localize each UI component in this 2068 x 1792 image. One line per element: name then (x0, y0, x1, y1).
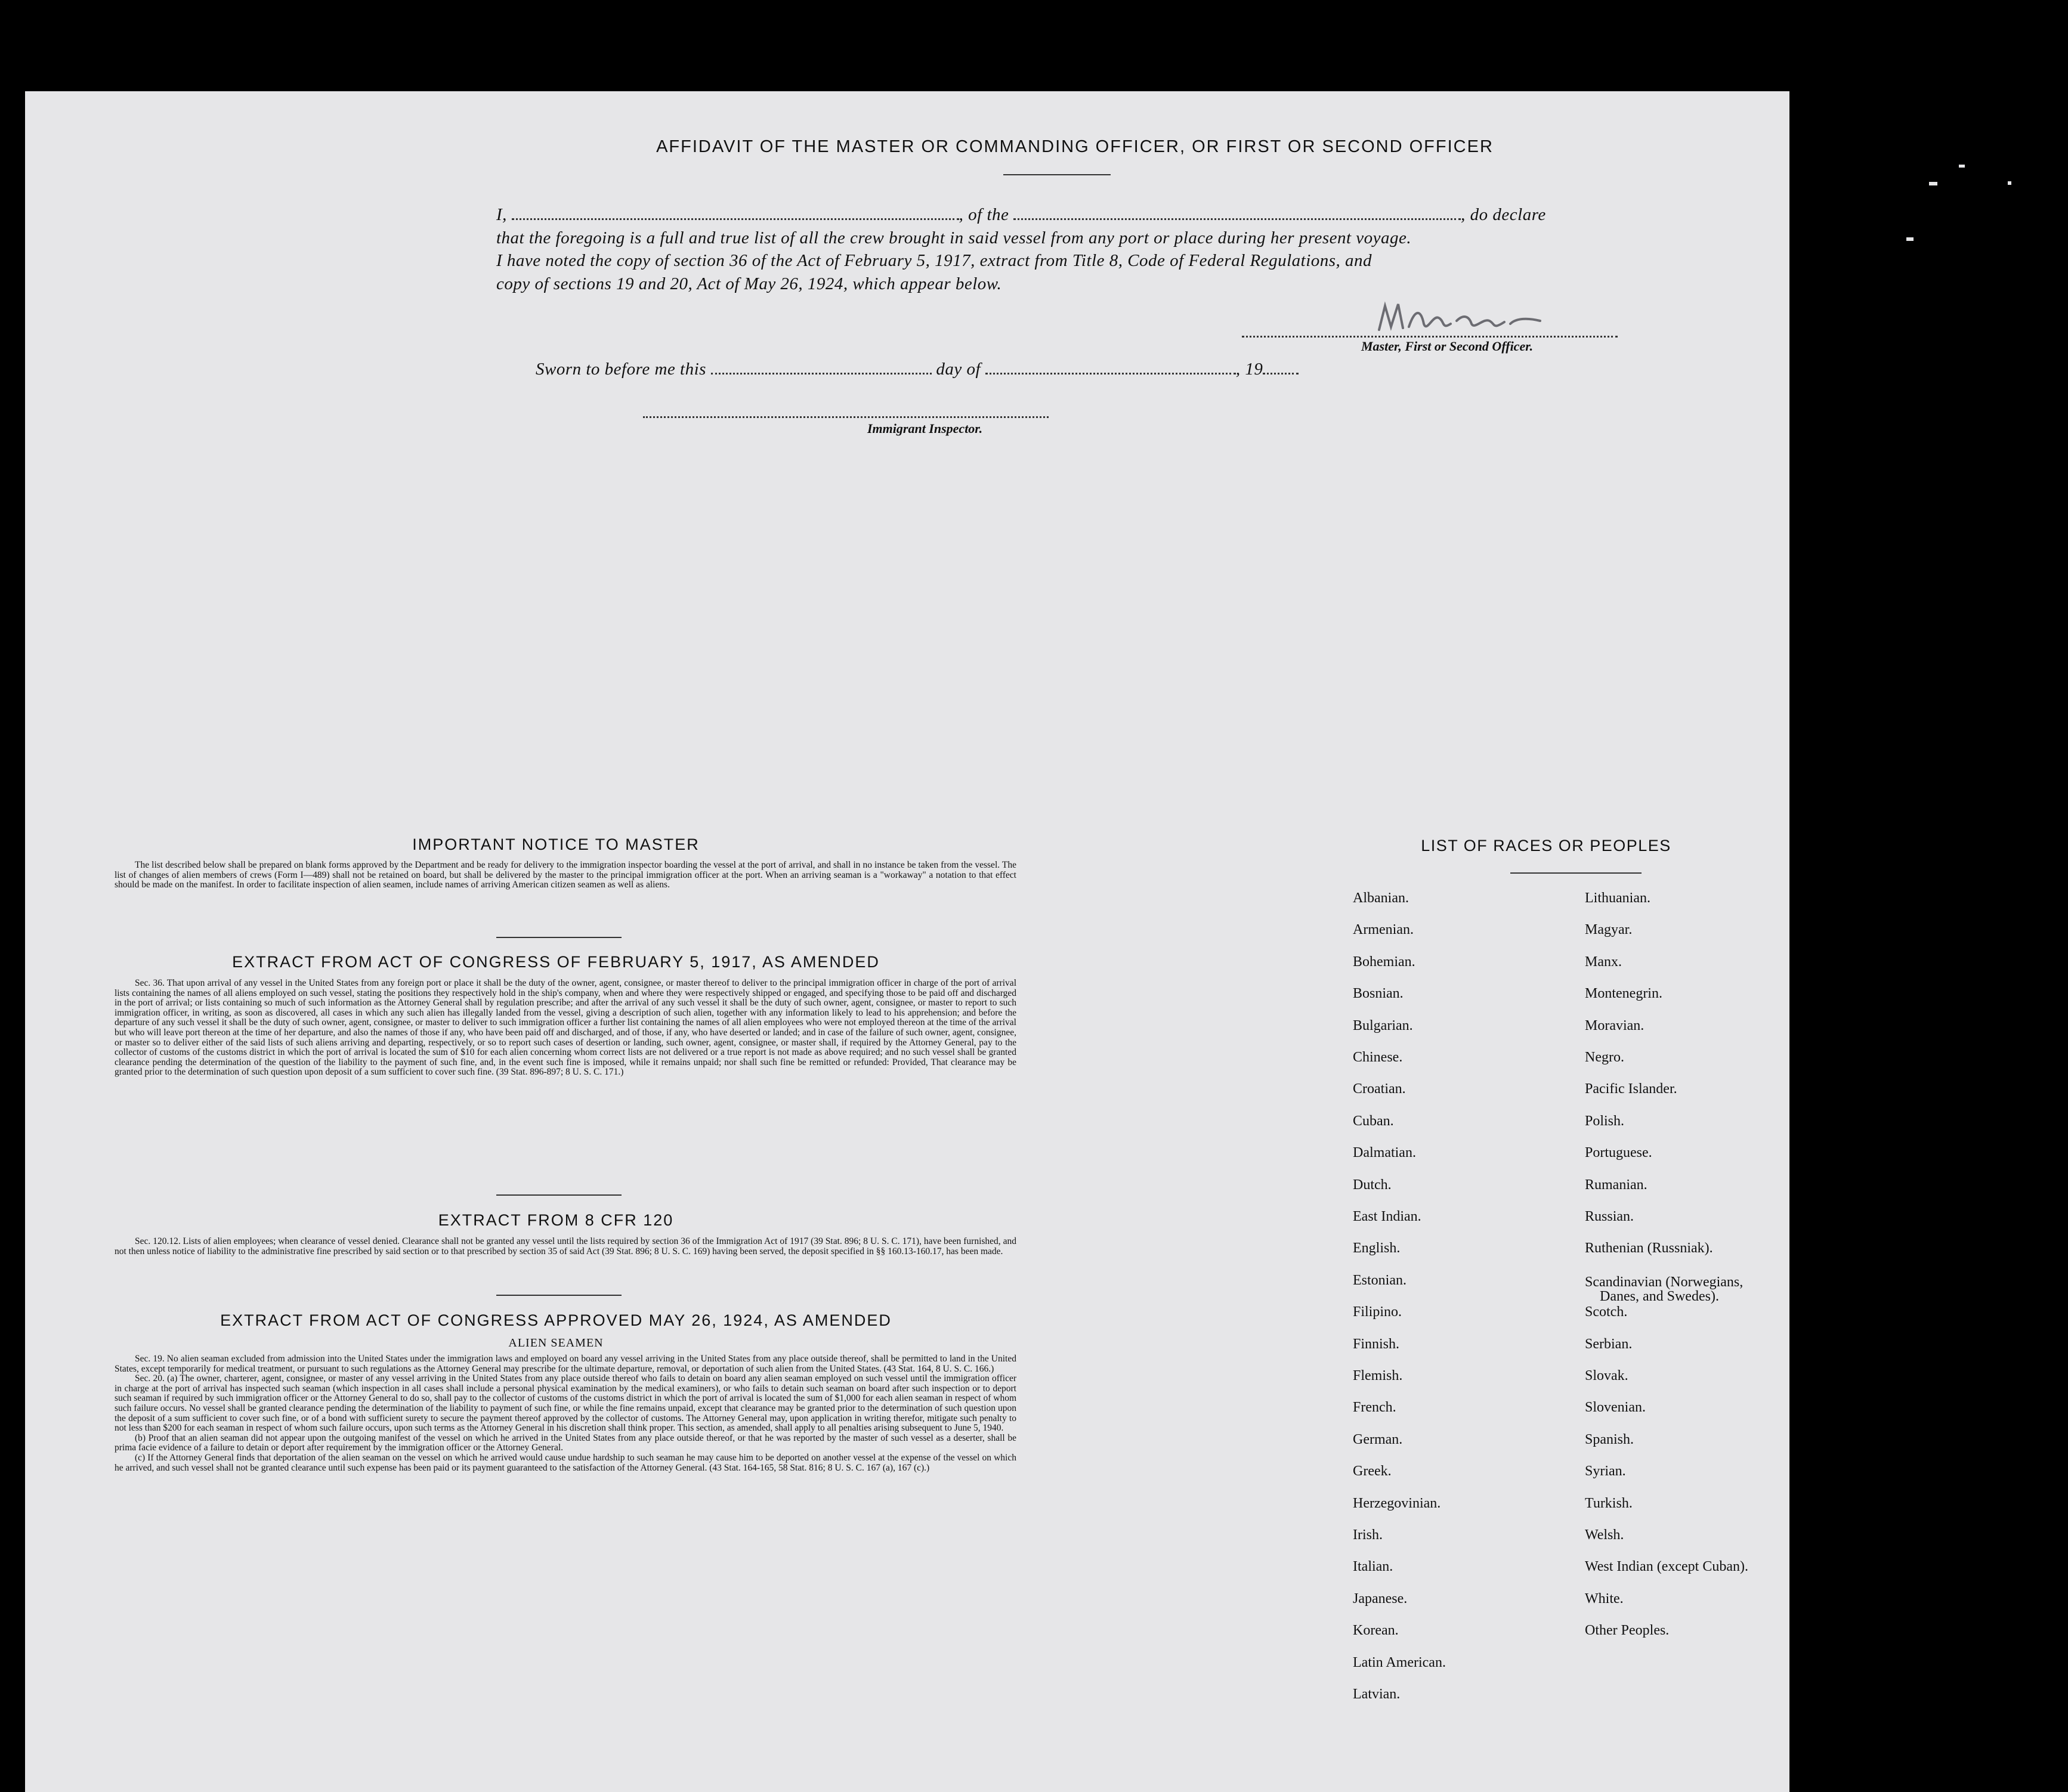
affidavit-line-1 (496, 205, 1546, 225)
divider-2 (496, 1194, 622, 1196)
race-item: Negro. (1585, 1050, 1624, 1065)
race-item: Pacific Islander. (1585, 1081, 1677, 1097)
sworn-month-blank[interactable] (985, 362, 1236, 375)
race-item: Serbian. (1585, 1336, 1633, 1352)
race-item: Dutch. (1353, 1177, 1392, 1193)
race-item: German. (1353, 1431, 1403, 1447)
sworn-day-blank[interactable] (711, 362, 932, 375)
race-item: Japanese. (1353, 1590, 1408, 1607)
binder-hole (1973, 1174, 2001, 1202)
speck (1929, 182, 1937, 185)
extract-1917-title: EXTRACT FROM ACT OF CONGRESS OF FEBRUARY 5, 1917, AS AMENDED (232, 953, 880, 971)
race-item: Flemish. (1353, 1368, 1403, 1384)
extract-cfr-body (115, 1237, 1016, 1256)
race-item: Croatian. (1353, 1081, 1406, 1097)
race-item: Polish. (1585, 1113, 1625, 1129)
race-item: Manx. (1585, 954, 1622, 970)
race-item: Spanish. (1585, 1431, 1634, 1447)
binder-hole (1979, 1649, 2007, 1678)
race-item: Italian. (1353, 1559, 1393, 1575)
extract-1924-title: EXTRACT FROM ACT OF CONGRESS APPROVED MAY 26, 1924, AS AMENDED (220, 1311, 892, 1329)
extract-1924-body (115, 1354, 1016, 1473)
binder-hole (1967, 373, 1996, 401)
sworn-label: Sworn to before me this (536, 360, 706, 379)
sec-36-paragraph: Sec. 36. That upon arrival of any vessel in the United States from any foreign port or place it shall be the duty of the owner, agent, consignee, or master thereof to deliver to the principal immigration officer in charge of the port of arrival lists containing the names of all aliens employed on such vessel, stating the positions they respectively hold in the ship's company, when and where they were respectively shipped or engaged, and specifying those to be paid off and discharged in the port of arrival; or lists containing so much of such information as the Attorney General shall by regulation prescribe; and after the arrival of any such vessel it shall be the duty of such owner, agent, consignee, or master to report to such immigration officer, in writing, as soon as discovered, all cases in which any such alien has illegally landed from the vessel, giving a description of such alien, together with any information likely to lead to his apprehension; and before the departure of any such vessel it shall be the duty of such owner, agent, consignee, or master to deliver to such immigration officer a further list containing the names of all alien employees who were not employed thereon at the time of the arrival but who will leave port thereon at the time of her departure, and also the names of those if any, who have been paid off and discharged, and of those, if any, who have deserted or landed; and in case of the failure of such owner, agent, consignee, or master so to deliver either of the said lists of such aliens arriving and departing, respectively, or so to report such cases of desertion or landing, such owner, agent, consignee, or master shall, if required by the Attorney General, pay to the collector of customs of the customs district in which the port of arrival is located the sum of $10 for each alien concerning whom correct lists are not delivered or a true report is not made as above required; and no such vessel shall be granted clearance pending the determination of the question of the liability to the payment of such fine, and, in the event such fine is imposed, while it remains unpaid; nor shall such fine be remitted or refunded: Provided, That clearance may be granted prior to the determination of such question upon deposit of a sum sufficient to cover such fine. (39 Stat. 896-897; 8 U. S. C. 171.) (115, 978, 1016, 1078)
race-item: Rumanian. (1585, 1177, 1647, 1193)
sworn-line (536, 360, 1299, 379)
binder-hole (1976, 1268, 2005, 1296)
race-item: Finnish. (1353, 1336, 1400, 1352)
race-item: Dalmatian. (1353, 1145, 1416, 1161)
affidavit-i-label: I, (496, 205, 507, 224)
sec-20c-paragraph: (c) If the Attorney General finds that deportation of the alien seaman on the vessel on which he arrived would cause undue hardship to such seaman he may cause him to be deported on another vessel at the expense of the vessel on which he arrived, and such vessel shall not be granted clearance until such expense has been paid or its payment guaranteed to the satisfaction of the Attorney General. (43 Stat. 164-165, 58 Stat. 816; 8 U. S. C. 167 (a), 167 (c).) (115, 1452, 1016, 1473)
handwritten-signature (1367, 297, 1558, 339)
affidavit-line-2: that the foregoing is a full and true list of all the crew brought in said vessel from any port or place during her present voyage. (496, 228, 1412, 247)
inspector-signature-line[interactable] (643, 416, 1049, 418)
title-divider (1003, 174, 1111, 175)
extract-1917-body (115, 979, 1016, 1078)
races-title: LIST OF RACES OR PEOPLES (1421, 837, 1671, 855)
race-item: Chinese. (1353, 1050, 1403, 1065)
name-blank[interactable] (512, 208, 959, 220)
speck (2008, 181, 2011, 185)
of-the-label: , of the (959, 205, 1009, 224)
race-item: East Indian. (1353, 1209, 1421, 1224)
sec-20a-paragraph: Sec. 20. (a) The owner, charterer, agent, consignee, or master of any vessel arriving in the United States from any place outside thereof who fails to detain on board any alien seaman employed on such vessel until the immigration officer in charge at the port of arrival has inspected such seaman (which inspection in all cases shall include a personal physical examination by the medical examiners), or who fails to detain such seaman on board after such inspection or to deport such seaman if required by such immigration officer or the Attorney General to do so, shall pay to the collector of customs of the customs district in which the port of arrival is located the sum of $1,000 for each alien seaman in respect of whom such failure occurs. No vessel shall be granted clearance pending the determination of the liability to payment of such fine, or while the fine remains unpaid, except that clearance may be granted prior to the determination of such question upon the deposit of a sum sufficient to cover such fine, or of a bond with sufficient surety to secure the payment thereof approved by the collector of customs. The Attorney General may, upon application in writing therefor, mitigate such penalty to not less than $200 for each seaman in respect of whom such failure occurs, upon such terms as the Attorney General in his discretion shall think proper. This section, as amended, shall apply to all penalties arising subsequent to June 5, 1940. (115, 1373, 1016, 1434)
race-item: Magyar. (1585, 922, 1633, 938)
document-page (25, 91, 1789, 1792)
binder-hole (1967, 561, 1995, 589)
race-item: Welsh. (1585, 1527, 1624, 1543)
races-divider (1510, 872, 1642, 874)
race-item: Portuguese. (1585, 1145, 1652, 1161)
race-item: French. (1353, 1400, 1396, 1416)
day-of-label: day of (936, 360, 981, 379)
binder-hole (1970, 310, 1995, 335)
binder-hole (1960, 179, 1989, 208)
divider-3 (496, 1295, 622, 1296)
race-item: English. (1353, 1240, 1401, 1256)
signature-caption: Master, First or Second Officer. (1361, 339, 1534, 354)
race-item: Korean. (1353, 1623, 1399, 1639)
race-item: Herzegovinian. (1353, 1495, 1441, 1511)
divider-1 (496, 937, 622, 938)
affidavit-line-4: copy of sections 19 and 20, Act of May 26, 1924, which appear below. (496, 274, 1002, 293)
sec-20b-paragraph: (b) Proof that an alien seaman did not appear upon the outgoing manifest of the vessel on which he arrived in the United States from any place outside thereof, or that he was reported by the master of such vessel as a deserter, shall be prima facie evidence of a failure to detain or deport after requirement by the immigration officer or the Attorney General. (115, 1432, 1016, 1453)
race-item: Irish. (1353, 1527, 1383, 1543)
race-item: Slovak. (1585, 1368, 1628, 1384)
race-item: Armenian. (1353, 922, 1414, 938)
race-item: Montenegrin. (1585, 986, 1662, 1002)
race-item: Estonian. (1353, 1272, 1407, 1288)
race-item: Danes, and Swedes). (1600, 1288, 1719, 1304)
binder-hole (1967, 270, 1996, 298)
inspector-caption: Immigrant Inspector. (867, 421, 983, 436)
race-item: Bohemian. (1353, 954, 1415, 970)
declare-label: , do declare (1461, 205, 1546, 224)
race-item: Albanian. (1353, 890, 1409, 906)
sec-19-paragraph: Sec. 19. No alien seaman excluded from admission into the United States under the immigration laws and employed on board any vessel arriving in the United States from any place outside thereof, shall be permitted to land in the United States, except temporarily for medical treatment, or pursuant to such regulations as the Attorney General may prescribe for the ultimate departure, removal, or deportation of such alien from the United States. (43 Stat. 164, 8 U. S. C. 166.) (115, 1354, 1016, 1374)
race-item: Turkish. (1585, 1495, 1633, 1511)
year-blank[interactable] (1263, 362, 1299, 375)
speck (1959, 165, 1965, 168)
affidavit-line-3: I have noted the copy of section 36 of the Act of February 5, 1917, extract from Title 8, Code of Federal Regulations, and (496, 251, 1373, 270)
year-label: , 19 (1235, 360, 1263, 379)
race-item: Latvian. (1353, 1686, 1401, 1702)
binder-hole (1968, 654, 1996, 682)
binder-hole (1976, 1556, 2005, 1585)
race-item: Greek. (1353, 1463, 1392, 1480)
race-item: White. (1585, 1590, 1624, 1607)
sec-120-paragraph: Sec. 120.12. Lists of alien employees; when clearance of vessel denied. Clearance shall not be granted any vessel until the lists required by section 36 of the Immigration Act of 1917 (39 Stat. 896; 8 U. S. C. 171), have been furnished, and not then unless notice of liability to the administrative fine prescribed by said section or to that prescribed by section 35 of said Act (39 Stat. 896; 8 U. S. C. 169) having been served, the deposit specified in §§ 160.13-160.17, has been made. (115, 1236, 1016, 1256)
race-item: Lithuanian. (1585, 890, 1650, 906)
alien-seamen-subtitle: ALIEN SEAMEN (508, 1336, 604, 1350)
extract-cfr-title: EXTRACT FROM 8 CFR 120 (438, 1211, 674, 1229)
notice-paragraph: The list described below shall be prepared on blank forms approved by the Department and be ready for delivery to the immigration inspector boarding the vessel at the port of arrival, and shall in no instance be taken from the vessel. The list of changes of alien members of crews (Form I—489) shall not be retained on board, but shall be delivered by the master to the principal immigration officer at the port. When an arriving seaman is a "workaway" a notation to that effect should be made on the manifest. In order to facilitate inspection of alien seamen, include names of arriving American citizen seamen as well as aliens. (115, 860, 1016, 890)
race-item: Filipino. (1353, 1304, 1402, 1320)
race-item: Scotch. (1585, 1304, 1628, 1320)
race-item: Moravian. (1585, 1017, 1644, 1033)
race-item: Latin American. (1353, 1654, 1446, 1670)
notice-body (115, 861, 1016, 890)
race-item: Syrian. (1585, 1463, 1626, 1480)
speck (1906, 237, 1914, 241)
race-item: Russian. (1585, 1209, 1634, 1224)
vessel-blank[interactable] (1013, 208, 1461, 220)
race-item: Bulgarian. (1353, 1017, 1413, 1033)
race-item: Slovenian. (1585, 1400, 1646, 1416)
race-item: Ruthenian (Russniak). (1585, 1240, 1713, 1256)
race-item: West Indian (except Cuban). (1585, 1559, 1748, 1575)
race-item: Scandinavian (Norwegians, (1585, 1274, 1744, 1290)
race-item: Other Peoples. (1585, 1623, 1670, 1639)
notice-title: IMPORTANT NOTICE TO MASTER (412, 835, 700, 853)
race-item: Cuban. (1353, 1113, 1394, 1129)
affidavit-title: AFFIDAVIT OF THE MASTER OR COMMANDING OFFICER, OR FIRST OR SECOND OFFICER (656, 137, 1494, 156)
race-item: Bosnian. (1353, 986, 1404, 1002)
